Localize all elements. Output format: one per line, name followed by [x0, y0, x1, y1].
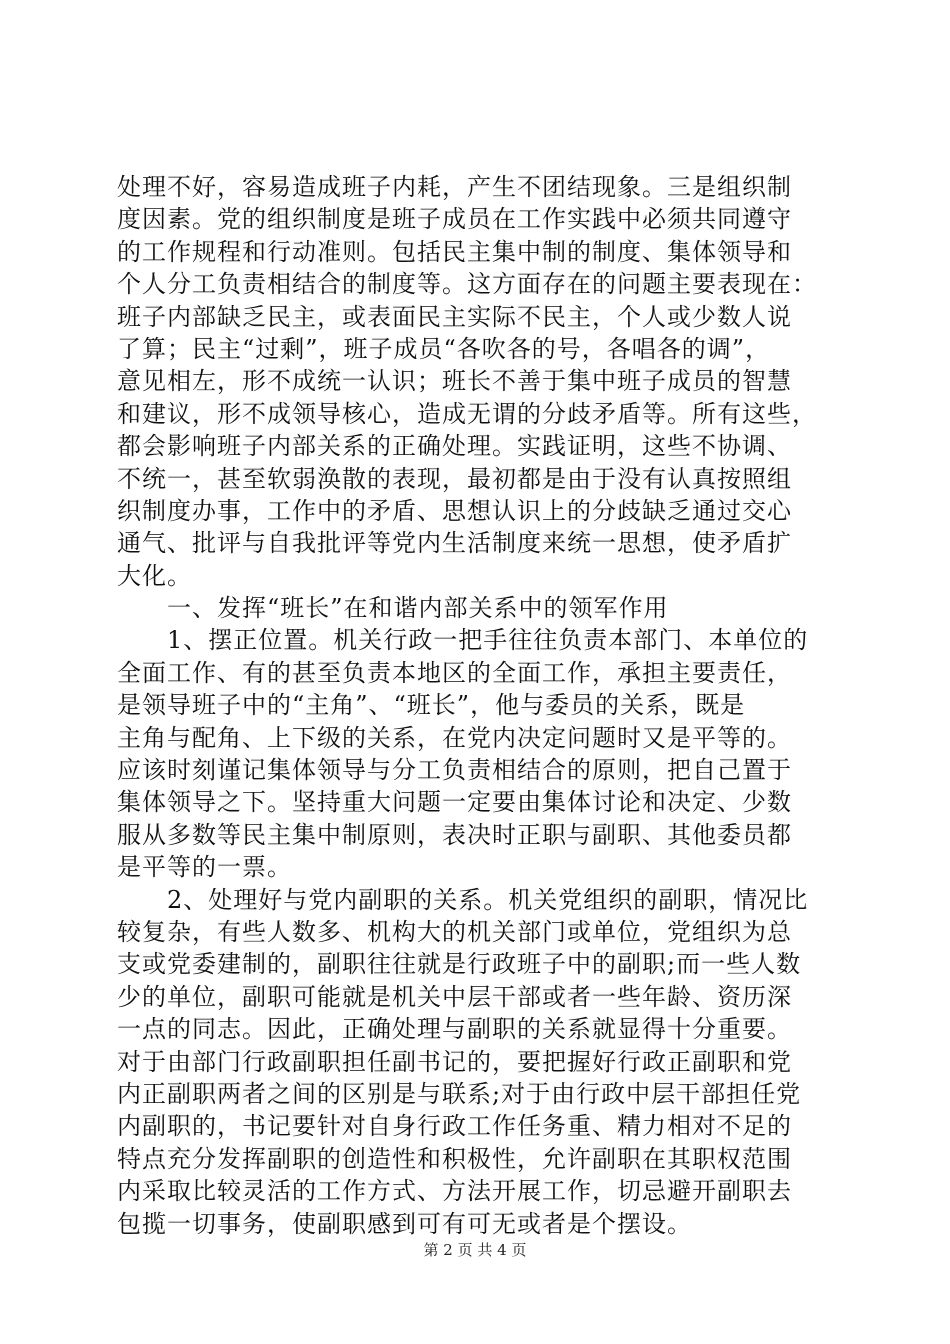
text-line: 一点的同志。因此，正确处理与副职的关系就显得十分重要。	[117, 1015, 792, 1044]
text-line: 主角与配角、上下级的关系，在党内决定问题时又是平等的。	[117, 723, 792, 752]
text-line: 度因素。党的组织制度是班子成员在工作实践中必须共同遵守	[117, 205, 792, 234]
text-line: 支或党委建制的，副职往往就是行政班子中的副职;而一些人数	[117, 950, 802, 979]
text-line: 集体领导之下。坚持重大问题一定要由集体讨论和决定、少数	[117, 788, 792, 817]
page-footer	[0, 1240, 950, 1260]
text-line: 通气、批评与自我批评等党内生活制度来统一思想，使矛盾扩	[117, 529, 792, 558]
text-line: 大化。	[117, 561, 192, 590]
text-line: 包揽一切事务，使副职感到可有可无或者是个摆设。	[117, 1209, 692, 1238]
text-line: 班子内部缺乏民主，或表面民主实际不民主，个人或少数人说	[117, 302, 792, 331]
text-line: 少的单位，副职可能就是机关中层干部或者一些年龄、资历深	[117, 982, 792, 1011]
text-line: 个人分工负责相结合的制度等。这方面存在的问题主要表现在：	[117, 270, 817, 299]
text-line: 对于由部门行政副职担任副书记的，要把握好行政正副职和党	[117, 1047, 792, 1076]
text-line: 都会影响班子内部关系的正确处理。实践证明，这些不协调、	[117, 432, 792, 461]
text-line: 了算；民主“过剩”，班子成员“各吹各的号，各唱各的调”，	[117, 334, 771, 363]
section-heading: 一、发挥“班长”在和谐内部关系中的领军作用	[117, 594, 669, 623]
text-line: 和建议，形不成领导核心，造成无谓的分歧矛盾等。所有这些，	[117, 399, 817, 428]
text-line: 1、摆正位置。机关行政一把手往往负责本部门、本单位的	[117, 626, 809, 655]
text-line: 内副职的，书记要针对自身行政工作任务重、精力相对不足的	[117, 1112, 792, 1141]
text-line: 内采取比较灵活的工作方式、方法开展工作，切忌避开副职去	[117, 1177, 792, 1206]
body-text	[117, 171, 837, 1240]
text-line: 不统一，甚至软弱涣散的表现，最初都是由于没有认真按照组	[117, 464, 792, 493]
text-line: 较复杂，有些人数多、机构大的机关部门或单位，党组织为总	[117, 917, 792, 946]
text-line: 内正副职两者之间的区别是与联系;对于由行政中层干部担任党	[117, 1079, 802, 1108]
text-line: 服从多数等民主集中制原则，表决时正职与副职、其他委员都	[117, 820, 792, 849]
text-line: 全面工作、有的甚至负责本地区的全面工作，承担主要责任，	[117, 658, 792, 687]
text-line: 是平等的一票。	[117, 853, 292, 882]
page-number-label: 第 2 页 共 4 页	[423, 1241, 527, 1259]
text-line: 2、处理好与党内副职的关系。机关党组织的副职，情况比	[117, 885, 809, 914]
text-line: 织制度办事，工作中的矛盾、思想认识上的分歧缺乏通过交心	[117, 496, 792, 525]
text-line: 处理不好，容易造成班子内耗，产生不团结现象。三是组织制	[117, 173, 792, 201]
text-line: 意见相左，形不成统一认识；班长不善于集中班子成员的智慧	[117, 367, 792, 396]
text-line: 是领导班子中的“主角”、“班长”，他与委员的关系，既是	[117, 691, 746, 720]
text-line: 应该时刻谨记集体领导与分工负责相结合的原则，把自己置于	[117, 756, 792, 785]
text-line: 的工作规程和行动准则。包括民主集中制的制度、集体领导和	[117, 237, 792, 266]
text-line: 特点充分发挥副职的创造性和积极性，允许副职在其职权范围	[117, 1144, 792, 1173]
